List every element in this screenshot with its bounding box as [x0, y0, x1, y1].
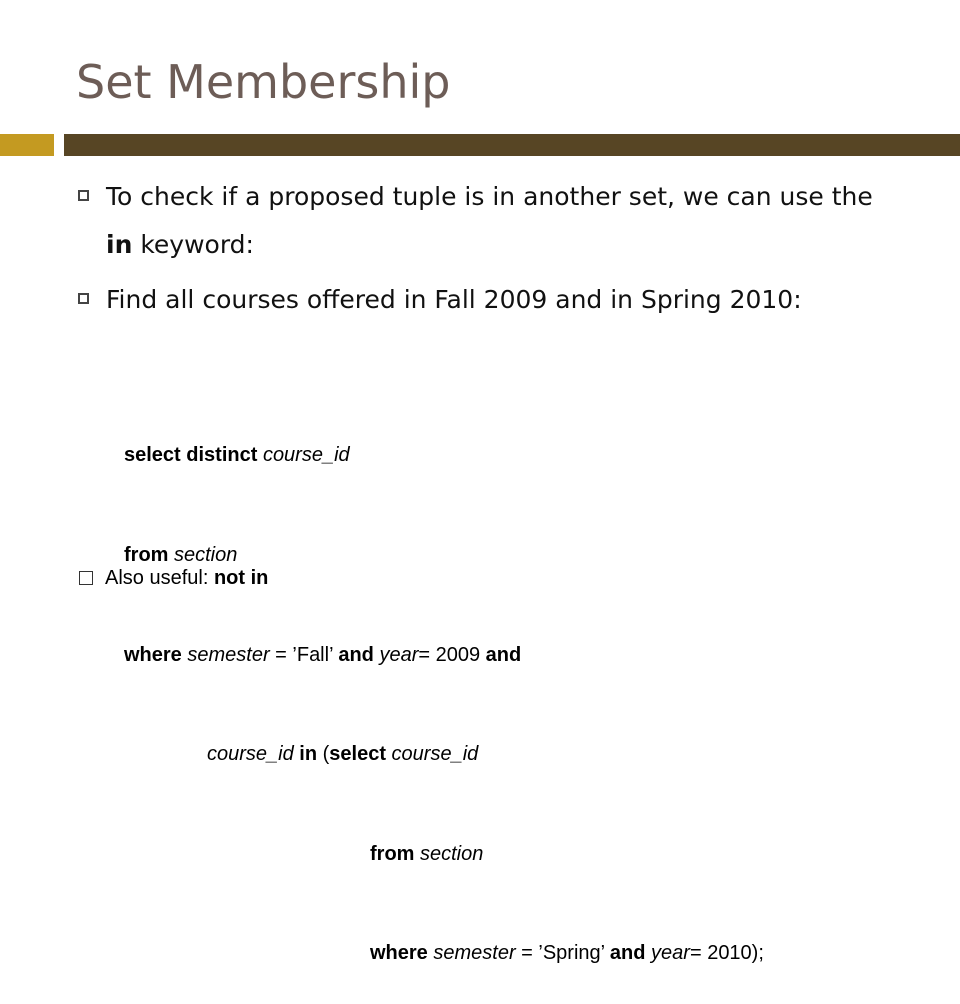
sql-keyword: and [485, 643, 522, 666]
sql-line-select [124, 439, 764, 472]
sql-line-where [124, 639, 764, 672]
sql-keyword: from [370, 842, 420, 865]
sql-keyword: where [370, 942, 434, 965]
sql-identifier: course_id [207, 743, 294, 766]
bullet-item-in-keyword [78, 173, 878, 269]
sql-keyword: and [609, 942, 652, 965]
sql-query [124, 373, 764, 1004]
sql-identifier: course_id [262, 444, 350, 467]
square-bullet-icon [79, 571, 93, 585]
sql-identifier: section [420, 842, 484, 865]
accent-bar-gold [0, 134, 54, 156]
square-bullet-icon [78, 190, 89, 201]
sql-text: ( [317, 743, 330, 766]
bullet-text: To check if a proposed tuple is in another set, we can use the in keyword: [106, 182, 873, 259]
bullet-item-find-courses [78, 276, 878, 324]
sql-keyword: select [329, 743, 392, 766]
square-bullet-icon [78, 293, 89, 304]
sql-text: = 2009 [418, 643, 486, 666]
slide-title: Set Membership [76, 55, 451, 109]
sql-keyword: from [124, 544, 174, 566]
sql-text: = ’Spring’ [515, 942, 610, 965]
bullet-item-not-in: Also useful: not in [79, 563, 268, 593]
keyword-in: in [106, 230, 133, 259]
sql-identifier: section [174, 544, 238, 566]
sql-line-subquery-from [370, 838, 764, 871]
sql-identifier: course_id [391, 743, 479, 766]
sql-line-subquery-select [207, 738, 764, 771]
sql-identifier: year [651, 942, 690, 965]
sql-text: = ’Fall’ [269, 643, 339, 666]
sql-keyword: select distinct [124, 444, 263, 467]
accent-bar-brown [64, 134, 960, 156]
sql-keyword: in [299, 743, 318, 766]
sql-text: = 2010); [689, 942, 764, 965]
keyword-not-in: not in [213, 567, 269, 589]
sql-keyword: and [338, 643, 380, 666]
sql-identifier: year [379, 643, 419, 666]
sql-keyword: where [124, 643, 188, 666]
bullet-text: Find all courses offered in Fall 2009 and in Spring 2010: [106, 285, 802, 314]
sql-identifier: semester [187, 643, 270, 666]
sql-line-subquery-where [370, 937, 764, 970]
sql-identifier: semester [433, 942, 516, 965]
